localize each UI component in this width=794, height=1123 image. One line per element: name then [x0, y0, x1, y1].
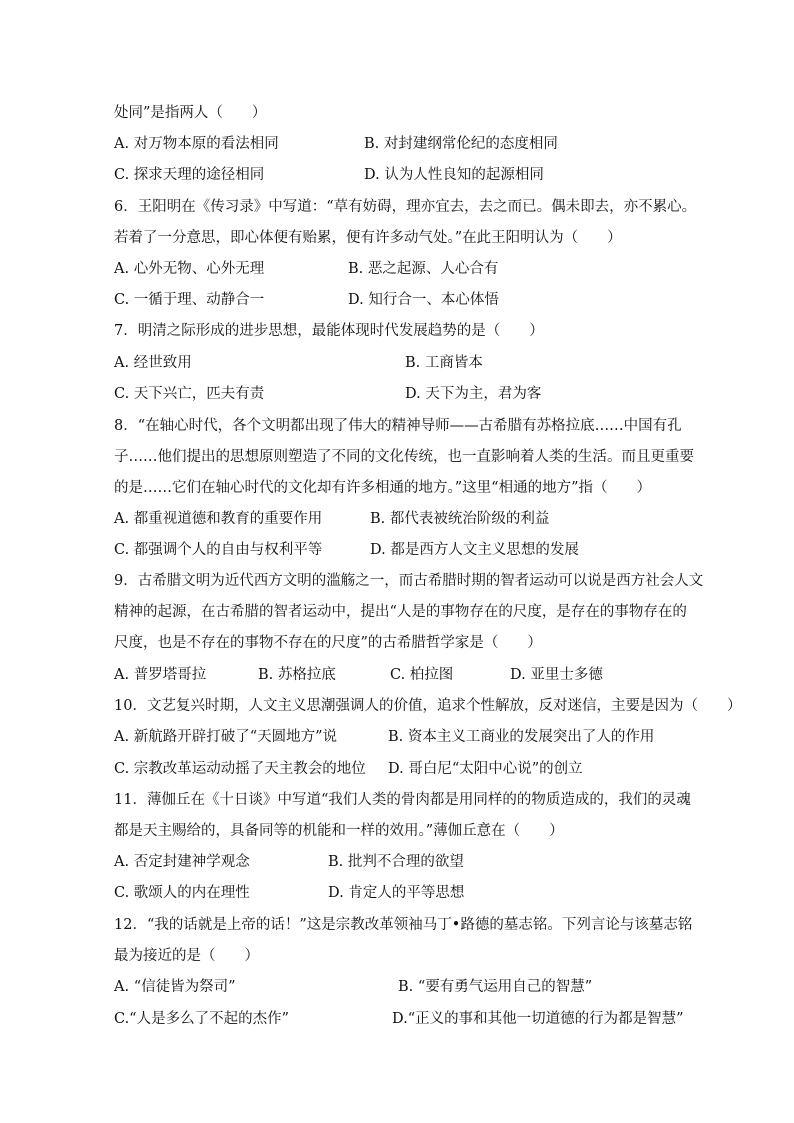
q11-stem-line1: 11．薄伽丘在《十日谈》中写道“我们人类的骨肉都是用同样的的物质造成的，我们的灵魂 [114, 792, 691, 808]
q6-stem-line2: 若着了一分意思，即心体便有贻累，便有许多动气处。”在此王阳明认为（ ） [114, 230, 622, 246]
q10-option-d: D. 哥白尼“太阳中心说”的创立 [388, 761, 583, 777]
q12-option-a: A. “信徒皆为祭司” [114, 979, 236, 995]
q12-stem-line1: 12．“我的话就是上帝的话！”这是宗教改革领袖马丁•路德的墓志铭。下列言论与该墓志铭 [114, 917, 693, 933]
q6-option-d: D. 知行合一、本心体悟 [348, 292, 499, 308]
q10-option-c: C. 宗教改革运动动摇了天主教会的地位 [114, 761, 366, 777]
q8-option-b: B. 都代表被统治阶级的利益 [370, 511, 550, 527]
q5-option-d: D. 认为人性良知的起源相同 [364, 167, 544, 183]
q11-stem-line2: 都是天主赐给的，具备同等的机能和一样的效用。”薄伽丘意在（ ） [114, 823, 564, 839]
q7-option-d: D. 天下为主，君为客 [405, 386, 542, 402]
q6-stem-line1: 6．王阳明在《传习录》中写道：“草有妨碍，理亦宜去，去之而已。偶未即去，亦不累心。 [114, 199, 697, 215]
q8-option-a: A. 都重视道德和教育的重要作用 [114, 511, 323, 527]
q8-option-d: D. 都是西方人文主义思想的发展 [370, 542, 579, 558]
q8-stem-line3: 的是……它们在轴心时代的文化却有许多相通的地方。”这里“相通的地方”指（ ） [114, 480, 651, 496]
q5-option-a: A. 对万物本原的看法相同 [114, 136, 279, 152]
q5-option-b: B. 对封建纲常伦纪的态度相同 [364, 136, 558, 152]
q9-option-d: D. 亚里士多德 [510, 667, 603, 683]
q10-option-a: A. 新航路开辟打破了“天圆地方”说 [114, 729, 338, 745]
q9-option-b: B. 苏格拉底 [258, 667, 336, 683]
q8-stem-line2: 子……他们提出的思想原则塑造了不同的文化传统，也一直影响着人类的生活。而且更重要 [114, 449, 694, 465]
q9-option-c: C. 柏拉图 [390, 667, 454, 683]
q8-stem-line1: 8．“在轴心时代，各个文明都出现了伟大的精神导师——古希腊有苏格拉底……中国有孔 [114, 418, 682, 434]
q12-option-b: B. “要有勇气运用自己的智慧” [398, 979, 593, 995]
q7-option-c: C. 天下兴亡，匹夫有责 [114, 386, 265, 402]
q11-option-c: C. 歌颂人的内在理性 [114, 885, 250, 901]
q5-stem: 处同”是指两人（ ） [114, 105, 267, 121]
q9-stem-line3: 尺度，也是不存在的事物不存在的尺度”的古希腊哲学家是（ ） [114, 635, 542, 651]
q7-stem: 7．明清之际形成的进步思想，最能体现时代发展趋势的是（ ） [114, 323, 544, 339]
q6-option-c: C. 一循于理、动静合一 [114, 292, 265, 308]
q7-option-b: B. 工商皆本 [405, 355, 483, 371]
q12-stem-line2: 最为接近的是（ ） [114, 948, 259, 964]
q11-option-b: B. 批判不合理的欲望 [328, 854, 464, 870]
q9-stem-line2: 精神的起源，在古希腊的智者运动中，提出“人是的事物存在的尺度，是存在的事物存在的 [114, 604, 687, 620]
q10-option-b: B. 资本主义工商业的发展突出了人的作用 [388, 729, 655, 745]
q7-option-a: A. 经世致用 [114, 355, 192, 371]
q5-option-c: C. 探求天理的途径相同 [114, 167, 265, 183]
q11-option-d: D. 肯定人的平等思想 [328, 885, 465, 901]
q6-option-a: A. 心外无物、心外无理 [114, 261, 265, 277]
q12-option-d: D.“正义的事和其他一切道德的行为都是智慧” [392, 1011, 684, 1027]
q11-option-a: A. 否定封建神学观念 [114, 854, 250, 870]
q9-stem-line1: 9．古希腊文明为近代西方文明的滥觞之一，而古希腊时期的智者运动可以说是西方社会人文 [114, 573, 704, 589]
q6-option-b: B. 恶之起源、人心合有 [348, 261, 499, 277]
q12-option-c: C.“人是多么了不起的杰作” [114, 1011, 290, 1027]
q10-stem: 10．文艺复兴时期，人文主义思潮强调人的价值，追求个性解放，反对迷信，主要是因为（ ） [114, 698, 742, 714]
q9-option-a: A. 普罗塔哥拉 [114, 667, 207, 683]
q8-option-c: C. 都强调个人的自由与权利平等 [114, 542, 323, 558]
